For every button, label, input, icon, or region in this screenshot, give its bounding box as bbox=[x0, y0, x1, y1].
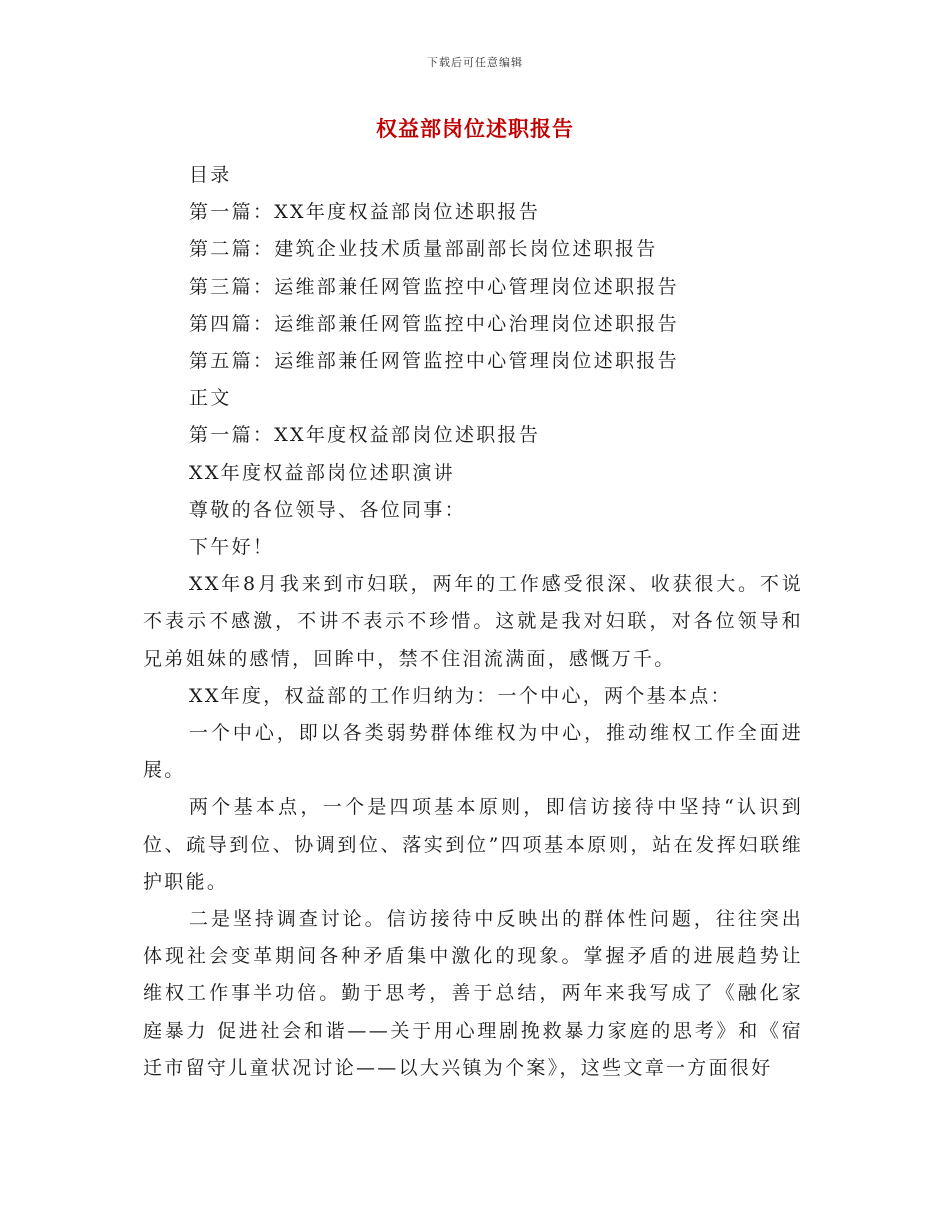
part-title: 第一篇：XX年度权益部岗位述职报告 bbox=[189, 424, 541, 447]
speech-title: XX年度权益部岗位述职演讲 bbox=[189, 461, 455, 484]
paragraph: XX年8月我来到市妇联，两年的工作感受很深、收获很大。不说不表示不感激，不讲不表示不珍惜。这就是我对妇联，对各位领导和兄弟姐妹的感情，回眸中，禁不住泪流满面，感慨万千。 bbox=[143, 573, 803, 670]
toc-item-4: 第四篇：运维部兼任网管监控中心治理岗位述职报告 bbox=[189, 312, 679, 335]
toc-heading: 目录 bbox=[189, 164, 232, 186]
document-title: 权益部岗位述职报告 bbox=[376, 116, 574, 141]
toc-item-3: 第三篇：运维部兼任网管监控中心管理岗位述职报告 bbox=[189, 275, 679, 298]
document-body bbox=[143, 157, 803, 1087]
paragraph: XX年度，权益部的工作归纳为：一个中心，两个基本点： bbox=[189, 684, 732, 707]
page-header-note: 下载后可任意编辑 bbox=[427, 56, 523, 69]
toc-item-5: 第五篇：运维部兼任网管监控中心管理岗位述职报告 bbox=[189, 350, 679, 373]
paragraph: 二是坚持调查讨论。信访接待中反映出的群体性问题，往往突出体现社会变革期间各种矛盾集中激化的现象。掌握矛盾的进展趋势让维权工作事半功倍。勤于思考，善于总结，两年来我写成了《融化家庭暴力 促进社会和谐——关于用心理剧挽救暴力家庭的思考》和《宿迁市留守儿童状况讨论——以大兴镇为个案》，这些文章一方面很好 bbox=[143, 908, 803, 1079]
salutation: 尊敬的各位领导、各位同事： bbox=[189, 498, 466, 521]
greeting: 下午好！ bbox=[189, 536, 275, 559]
paragraph: 两个基本点，一个是四项基本原则，即信访接待中坚持“认识到位、疏导到位、协调到位、落实到位”四项基本原则，站在发挥妇联维护职能。 bbox=[143, 796, 803, 893]
paragraph: 一个中心，即以各类弱势群体维权为中心，推动维权工作全面进展。 bbox=[143, 722, 803, 782]
toc-item-2: 第二篇：建筑企业技术质量部副部长岗位述职报告 bbox=[189, 238, 658, 261]
content-heading: 正文 bbox=[189, 387, 232, 410]
toc-item-1: 第一篇：XX年度权益部岗位述职报告 bbox=[189, 201, 541, 224]
